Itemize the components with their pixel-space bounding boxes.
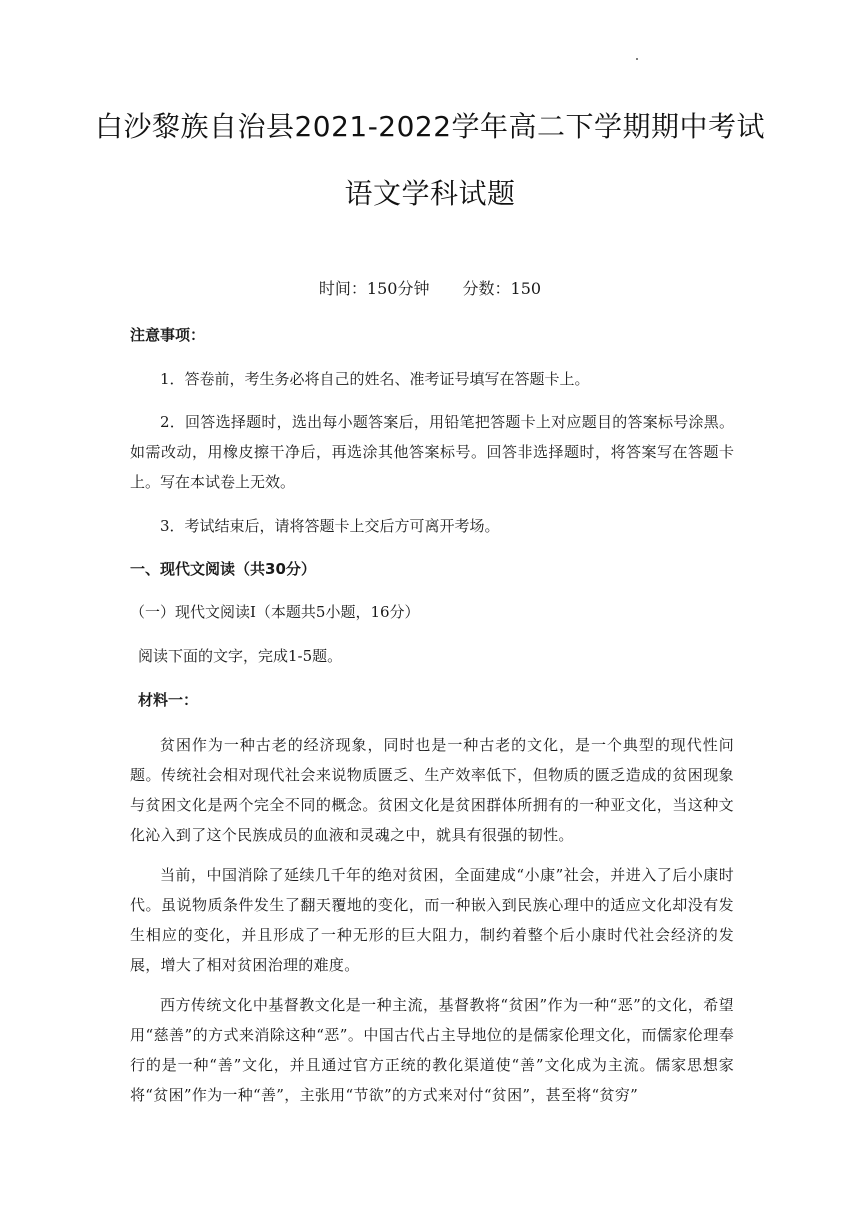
exam-score: 分数：150 xyxy=(462,279,542,298)
exam-title: 白沙黎族自治县2021-2022学年高二下学期期中考试 xyxy=(94,110,766,143)
material-label: 材料一： xyxy=(138,691,199,709)
scan-dot xyxy=(636,58,638,60)
exam-time: 时间：150分钟 xyxy=(318,279,430,298)
material-paragraph-1: 贫困作为一种古老的经济现象，同时也是一种古老的文化，是一个典型的现代性问题。传统社会相对现代社会来说物质匮乏、生产效率低下，但物质的匮乏造成的贫困现象与贫困文化是两个完全不同的概念。贫困文化是贫困群体所拥有的一种亚文化，当这种文化沁入到了这个民族成员的血液和灵魂之中，就具有很强的韧性。 xyxy=(130,736,734,844)
material-paragraph-2: 当前，中国消除了延续几千年的绝对贫困，全面建成“小康”社会，并进入了后小康时代。虽说物质条件发生了翻天覆地的变化，而一种嵌入到民族心理中的适应文化却没有发生相应的变化，并且形成了一种无形的巨大阻力，制约着整个后小康时代社会经济的发展，增大了相对贫困治理的难度。 xyxy=(130,866,734,974)
exam-meta xyxy=(0,276,860,299)
exam-subtitle: 语文学科试题 xyxy=(344,177,516,210)
notice-heading: 注意事项： xyxy=(130,326,206,344)
subsection-heading: （一）现代文阅读Ⅰ（本题共5小题，16分） xyxy=(130,603,420,621)
notice-item-3: 3．考试结束后，请将答题卡上交后方可离开考场。 xyxy=(160,517,500,535)
section-heading: 一、现代文阅读（共30分） xyxy=(130,560,316,578)
notice-item-2: 2．回答选择题时，选出每小题答案后，用铅笔把答题卡上对应题目的答案标号涂黑。如需改动，用橡皮擦干净后，再选涂其他答案标号。回答非选择题时，将答案写在答题卡上。写在本试卷上无效。 xyxy=(130,413,734,491)
reading-instruction: 阅读下面的文字，完成1-5题。 xyxy=(138,647,343,665)
notice-item-1: 1．答卷前，考生务必将自己的姓名、准考证号填写在答题卡上。 xyxy=(160,370,590,388)
material-paragraph-3: 西方传统文化中基督教文化是一种主流，基督教将“贫困”作为一种“恶”的文化，希望用“慈善”的方式来消除这种“恶”。中国古代占主导地位的是儒家伦理文化，而儒家伦理奉行的是一种“善”文化，并且通过官方正统的教化渠道使“善”文化成为主流。儒家思想家将“贫困”作为一种“善”，主张用“节欲”的方式来对付“贫困”，甚至将“贫穷” xyxy=(130,996,734,1104)
